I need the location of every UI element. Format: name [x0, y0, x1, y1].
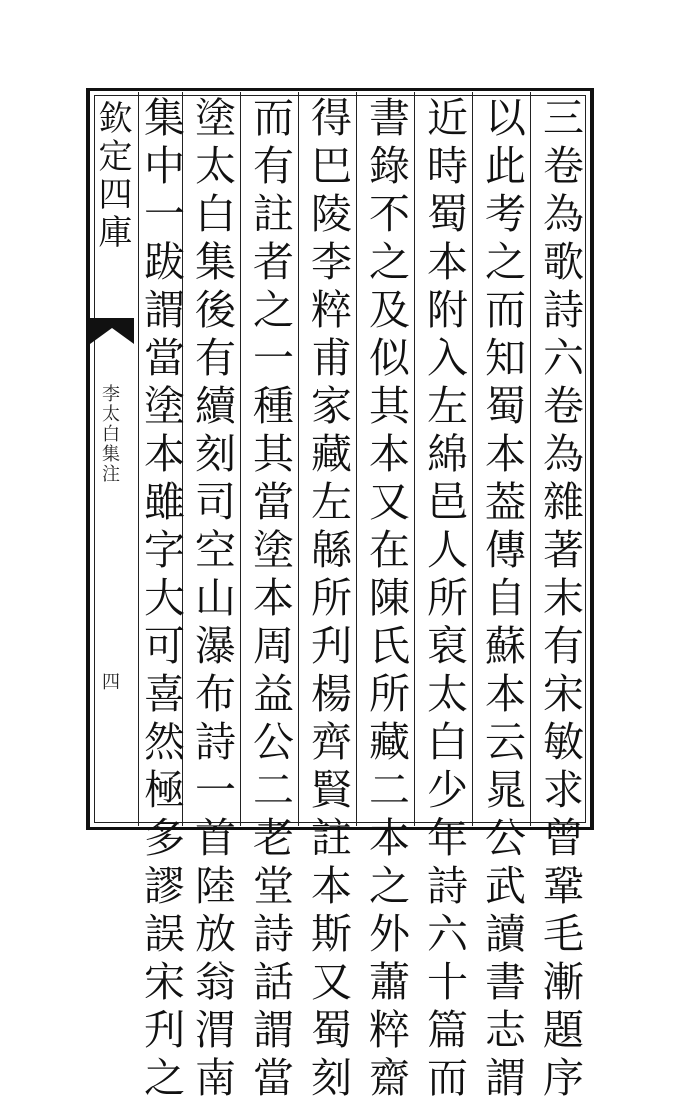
- column-text: 近時蜀本附入左綿邑人所裒太白少年詩六十篇而: [420, 96, 468, 1104]
- text-column-5: [298, 92, 356, 1104]
- column-text: 而有註者之一種其當塗本周益公二老堂詩話謂當: [246, 96, 294, 1104]
- column-text: 三卷為歌詩六卷為雜著末有宋敏求曾鞏毛漸題序: [536, 96, 584, 1104]
- text-column-8: [137, 92, 185, 1104]
- margin-page-number: 四: [99, 672, 120, 690]
- margin-header-text: 欽定四庫: [92, 100, 132, 252]
- margin-book-title: 李太白集注: [99, 384, 120, 484]
- column-text: 集中一跋謂當塗本雖字大可喜然極多謬誤宋刋之: [137, 96, 185, 1104]
- text-column-1: [530, 92, 588, 1104]
- fishtail-mark: [90, 318, 134, 344]
- text-column-4: [356, 92, 414, 1104]
- text-column-3: [414, 92, 472, 1104]
- text-column-7: [182, 92, 240, 1104]
- column-text: 以此考之而知蜀本葢傳自蘇本云晁公武讀書志謂: [478, 96, 526, 1104]
- column-text: 書錄不之及似其本又在陳氏所藏二本之外蕭粹齋: [362, 96, 410, 1104]
- text-column-2: [472, 92, 530, 1104]
- text-column-6: [240, 92, 298, 1104]
- column-text: 得巴陵李粹甫家藏左緜所刋楊齊賢註本斯又蜀刻: [304, 96, 352, 1104]
- column-text: 塗太白集後有續刻司空山瀑布詩一首陸放翁渭南: [188, 96, 236, 1104]
